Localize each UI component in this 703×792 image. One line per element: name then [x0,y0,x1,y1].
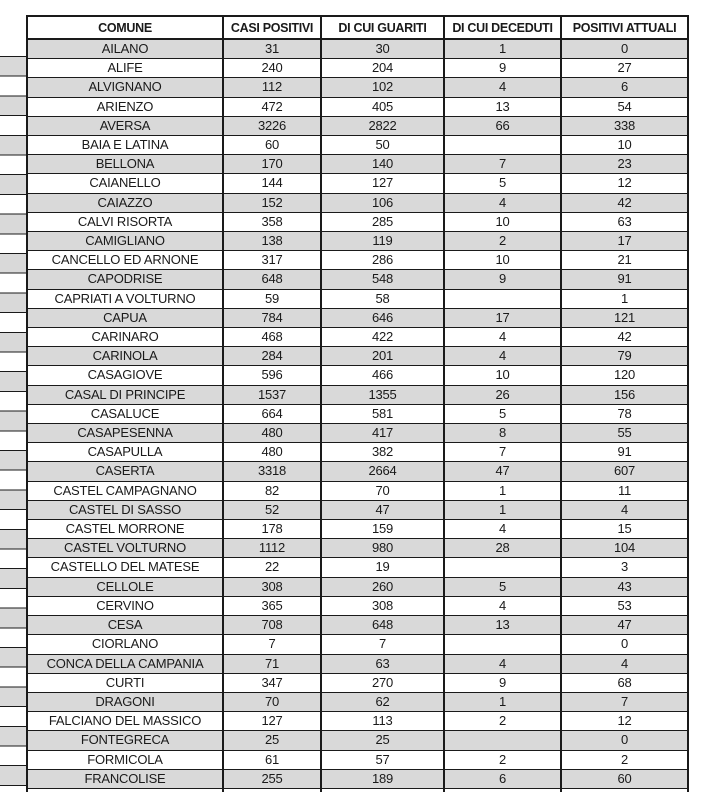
cell-di-cui-guariti: 1355 [321,385,444,404]
cell-comune: CASTEL DI SASSO [27,500,223,519]
cell-casi-positivi: 664 [223,404,321,423]
cell-positivi-attuali: 1 [561,289,688,308]
cell-di-cui-deceduti: 9 [444,270,561,289]
cell-comune: DRAGONI [27,692,223,711]
table-row [27,232,688,251]
cell-di-cui-deceduti: 4 [444,520,561,539]
cell-casi-positivi: 480 [223,443,321,462]
cell-casi-positivi: 112 [223,78,321,97]
cell-di-cui-guariti: 159 [321,520,444,539]
cell-di-cui-guariti: 119 [321,232,444,251]
cell-positivi-attuali: 21 [561,251,688,270]
cell-comune: CASTEL CAMPAGNANO [27,481,223,500]
cell-di-cui-guariti: 106 [321,193,444,212]
cell-di-cui-deceduti: 4 [444,328,561,347]
cell-casi-positivi: 308 [223,577,321,596]
cell-comune: CASAGIOVE [27,366,223,385]
table-row [27,366,688,385]
cell-di-cui-guariti: 58 [321,289,444,308]
cell-comune: CELLOLE [27,577,223,596]
cell-di-cui-guariti: 63 [321,654,444,673]
cell-comune [27,788,223,792]
cell-positivi-attuali: 156 [561,385,688,404]
cell-comune: FRANCOLISE [27,769,223,788]
cell-di-cui-deceduti [444,136,561,155]
cell-comune: CALVI RISORTA [27,212,223,231]
cell-di-cui-deceduti: 17 [444,308,561,327]
cell-positivi-attuali: 0 [561,731,688,750]
cell-positivi-attuali: 2 [561,750,688,769]
cell-di-cui-deceduti: 6 [444,769,561,788]
column-header-di-cui-guariti: DI CUI GUARITI [321,16,444,39]
table-row [27,193,688,212]
cell-positivi-attuali: 91 [561,443,688,462]
cell-casi-positivi: 138 [223,232,321,251]
cell-casi-positivi: 144 [223,174,321,193]
cell-di-cui-guariti: 646 [321,308,444,327]
cell-di-cui-deceduti: 2 [444,750,561,769]
cell-casi-positivi: 596 [223,366,321,385]
cell-positivi-attuali: 54 [561,97,688,116]
cell-casi-positivi: 52 [223,500,321,519]
cell-positivi-attuali: 15 [561,520,688,539]
cell-casi-positivi: 170 [223,155,321,174]
cell-positivi-attuali: 68 [561,673,688,692]
cell-di-cui-deceduti: 5 [444,404,561,423]
cell-di-cui-deceduti: 4 [444,654,561,673]
cell-comune: CANCELLO ED ARNONE [27,251,223,270]
cell-di-cui-guariti: 70 [321,481,444,500]
column-header-comune: COMUNE [27,16,223,39]
cell-comune: AILANO [27,39,223,59]
cell-di-cui-deceduti [444,289,561,308]
table-row [27,78,688,97]
cell-di-cui-deceduti: 28 [444,539,561,558]
cell-di-cui-deceduti: 13 [444,97,561,116]
cell-di-cui-guariti: 25 [321,731,444,750]
cell-di-cui-deceduti: 66 [444,116,561,135]
cell-di-cui-guariti: 50 [321,136,444,155]
cell-positivi-attuali: 4 [561,654,688,673]
table-row [27,385,688,404]
cell-comune: CASAPULLA [27,443,223,462]
cell-comune: BELLONA [27,155,223,174]
cell-di-cui-deceduti: 2 [444,232,561,251]
table-row-partial [27,788,688,792]
cell-positivi-attuali: 7 [561,692,688,711]
cell-positivi-attuali: 23 [561,155,688,174]
cell-di-cui-guariti: 548 [321,270,444,289]
table-row [27,136,688,155]
cell-positivi-attuali: 11 [561,481,688,500]
header-row [27,16,688,39]
cell-di-cui-guariti: 286 [321,251,444,270]
cell-di-cui-deceduti [444,558,561,577]
cell-positivi-attuali: 338 [561,116,688,135]
cell-casi-positivi: 1537 [223,385,321,404]
cell-comune: CARINOLA [27,347,223,366]
cell-comune: CAPODRISE [27,270,223,289]
table-row [27,424,688,443]
cell-di-cui-deceduti [444,635,561,654]
cell-di-cui-deceduti: 1 [444,692,561,711]
column-header-di-cui-deceduti: DI CUI DECEDUTI [444,16,561,39]
cell-casi-positivi: 3318 [223,462,321,481]
cell-di-cui-guariti: 581 [321,404,444,423]
cell-di-cui-guariti: 980 [321,539,444,558]
cell-comune: FALCIANO DEL MASSICO [27,712,223,731]
cell-di-cui-guariti: 422 [321,328,444,347]
cropped-left-table-column [0,56,26,792]
table-row [27,520,688,539]
cell-comune: CURTI [27,673,223,692]
table-row [27,673,688,692]
cell-positivi-attuali: 55 [561,424,688,443]
cell-positivi-attuali [561,788,688,792]
cell-di-cui-guariti: 7 [321,635,444,654]
cell-comune: CERVINO [27,596,223,615]
cell-di-cui-guariti: 405 [321,97,444,116]
cell-di-cui-guariti: 285 [321,212,444,231]
cell-di-cui-deceduti: 10 [444,366,561,385]
cell-comune: CAMIGLIANO [27,232,223,251]
table-row [27,251,688,270]
table-row [27,443,688,462]
cell-di-cui-guariti: 308 [321,596,444,615]
cell-di-cui-guariti: 466 [321,366,444,385]
cell-di-cui-deceduti: 4 [444,347,561,366]
cell-comune: CASTEL MORRONE [27,520,223,539]
table-row [27,289,688,308]
cell-casi-positivi: 784 [223,308,321,327]
table-row [27,39,688,59]
cell-di-cui-deceduti [444,731,561,750]
cell-comune: CAIANELLO [27,174,223,193]
cell-casi-positivi: 648 [223,270,321,289]
cell-di-cui-guariti [321,788,444,792]
cell-comune: FONTEGRECA [27,731,223,750]
cell-di-cui-guariti: 140 [321,155,444,174]
table-row [27,404,688,423]
cell-casi-positivi: 82 [223,481,321,500]
cell-comune: CASAPESENNA [27,424,223,443]
table-row [27,270,688,289]
cell-comune: CAPUA [27,308,223,327]
table-row [27,654,688,673]
cell-comune: ARIENZO [27,97,223,116]
cell-comune: CAIAZZO [27,193,223,212]
table-row [27,155,688,174]
cell-comune: CASALUCE [27,404,223,423]
cell-di-cui-guariti: 2822 [321,116,444,135]
cell-positivi-attuali: 12 [561,174,688,193]
table-row [27,481,688,500]
cell-casi-positivi: 255 [223,769,321,788]
cell-positivi-attuali: 43 [561,577,688,596]
cell-comune: CONCA DELLA CAMPANIA [27,654,223,673]
cell-positivi-attuali: 27 [561,59,688,78]
cell-comune: CASERTA [27,462,223,481]
cell-casi-positivi: 347 [223,673,321,692]
cell-positivi-attuali: 120 [561,366,688,385]
cell-di-cui-deceduti: 1 [444,39,561,59]
cell-positivi-attuali: 10 [561,136,688,155]
table-row [27,616,688,635]
cell-comune: CASTEL VOLTURNO [27,539,223,558]
cell-di-cui-deceduti: 10 [444,212,561,231]
table-row [27,347,688,366]
table-row [27,116,688,135]
cell-positivi-attuali: 63 [561,212,688,231]
table-row [27,558,688,577]
cell-positivi-attuali: 91 [561,270,688,289]
cell-comune: ALVIGNANO [27,78,223,97]
cell-casi-positivi: 178 [223,520,321,539]
cell-casi-positivi: 70 [223,692,321,711]
cell-casi-positivi: 317 [223,251,321,270]
cell-casi-positivi: 31 [223,39,321,59]
cell-positivi-attuali: 4 [561,500,688,519]
cell-di-cui-deceduti: 9 [444,59,561,78]
cell-casi-positivi: 7 [223,635,321,654]
cell-di-cui-deceduti: 13 [444,616,561,635]
cell-casi-positivi: 61 [223,750,321,769]
cell-casi-positivi [223,788,321,792]
cell-positivi-attuali: 121 [561,308,688,327]
cell-casi-positivi: 1112 [223,539,321,558]
cell-casi-positivi: 472 [223,97,321,116]
table-row [27,577,688,596]
cell-di-cui-guariti: 47 [321,500,444,519]
cell-di-cui-guariti: 648 [321,616,444,635]
cell-di-cui-guariti: 57 [321,750,444,769]
column-header-positivi-attuali: POSITIVI ATTUALI [561,16,688,39]
cell-casi-positivi: 71 [223,654,321,673]
cell-positivi-attuali: 47 [561,616,688,635]
cell-casi-positivi: 284 [223,347,321,366]
cell-positivi-attuali: 0 [561,635,688,654]
cell-casi-positivi: 240 [223,59,321,78]
cell-di-cui-deceduti: 5 [444,577,561,596]
cell-di-cui-deceduti: 26 [444,385,561,404]
cell-positivi-attuali: 3 [561,558,688,577]
cell-comune: CAPRIATI A VOLTURNO [27,289,223,308]
table-row [27,692,688,711]
cell-casi-positivi: 60 [223,136,321,155]
cell-positivi-attuali: 78 [561,404,688,423]
table-row [27,712,688,731]
cell-comune: CASAL DI PRINCIPE [27,385,223,404]
cell-di-cui-deceduti: 7 [444,443,561,462]
cell-casi-positivi: 59 [223,289,321,308]
cell-positivi-attuali: 42 [561,193,688,212]
covid-comuni-table [26,15,689,792]
table-row [27,97,688,116]
cell-comune: FORMICOLA [27,750,223,769]
cell-casi-positivi: 22 [223,558,321,577]
cell-casi-positivi: 127 [223,712,321,731]
table-row [27,212,688,231]
cell-comune: CESA [27,616,223,635]
cell-positivi-attuali: 0 [561,39,688,59]
cell-positivi-attuali: 60 [561,769,688,788]
cell-comune: CIORLANO [27,635,223,654]
cell-di-cui-deceduti: 10 [444,251,561,270]
cell-di-cui-guariti: 382 [321,443,444,462]
table-row [27,59,688,78]
cell-di-cui-guariti: 19 [321,558,444,577]
table-row [27,635,688,654]
cell-di-cui-deceduti: 1 [444,481,561,500]
cell-positivi-attuali: 79 [561,347,688,366]
table-row [27,500,688,519]
cell-positivi-attuali: 17 [561,232,688,251]
cell-di-cui-deceduti: 4 [444,78,561,97]
table-row [27,769,688,788]
cell-di-cui-deceduti: 1 [444,500,561,519]
cell-di-cui-guariti: 417 [321,424,444,443]
cell-di-cui-deceduti: 47 [444,462,561,481]
table-row [27,174,688,193]
cell-positivi-attuali: 607 [561,462,688,481]
cell-di-cui-guariti: 30 [321,39,444,59]
cell-casi-positivi: 25 [223,731,321,750]
cell-di-cui-deceduti: 2 [444,712,561,731]
cell-comune: BAIA E LATINA [27,136,223,155]
cell-positivi-attuali: 104 [561,539,688,558]
cell-comune: CASTELLO DEL MATESE [27,558,223,577]
cell-casi-positivi: 468 [223,328,321,347]
cell-di-cui-deceduti: 4 [444,596,561,615]
cell-positivi-attuali: 6 [561,78,688,97]
cell-casi-positivi: 358 [223,212,321,231]
column-header-casi-positivi: CASI POSITIVI [223,16,321,39]
cell-di-cui-deceduti: 8 [444,424,561,443]
cell-casi-positivi: 480 [223,424,321,443]
cell-di-cui-deceduti [444,788,561,792]
cell-di-cui-guariti: 113 [321,712,444,731]
cell-di-cui-guariti: 127 [321,174,444,193]
cell-di-cui-deceduti: 5 [444,174,561,193]
table-row [27,596,688,615]
cell-di-cui-deceduti: 4 [444,193,561,212]
cell-comune: AVERSA [27,116,223,135]
cell-di-cui-guariti: 201 [321,347,444,366]
cell-di-cui-guariti: 189 [321,769,444,788]
cell-di-cui-guariti: 62 [321,692,444,711]
cell-positivi-attuali: 42 [561,328,688,347]
cell-di-cui-guariti: 260 [321,577,444,596]
cell-casi-positivi: 3226 [223,116,321,135]
cell-positivi-attuali: 53 [561,596,688,615]
table-row [27,750,688,769]
table-row [27,731,688,750]
cell-comune: ALIFE [27,59,223,78]
table-row [27,462,688,481]
cell-di-cui-deceduti: 7 [444,155,561,174]
table-row [27,539,688,558]
cell-di-cui-guariti: 270 [321,673,444,692]
cell-di-cui-deceduti: 9 [444,673,561,692]
cell-casi-positivi: 152 [223,193,321,212]
cell-positivi-attuali: 12 [561,712,688,731]
table-row [27,328,688,347]
table-row [27,308,688,327]
cell-di-cui-guariti: 102 [321,78,444,97]
cell-casi-positivi: 365 [223,596,321,615]
cell-comune: CARINARO [27,328,223,347]
cell-casi-positivi: 708 [223,616,321,635]
cell-di-cui-guariti: 204 [321,59,444,78]
cell-di-cui-guariti: 2664 [321,462,444,481]
